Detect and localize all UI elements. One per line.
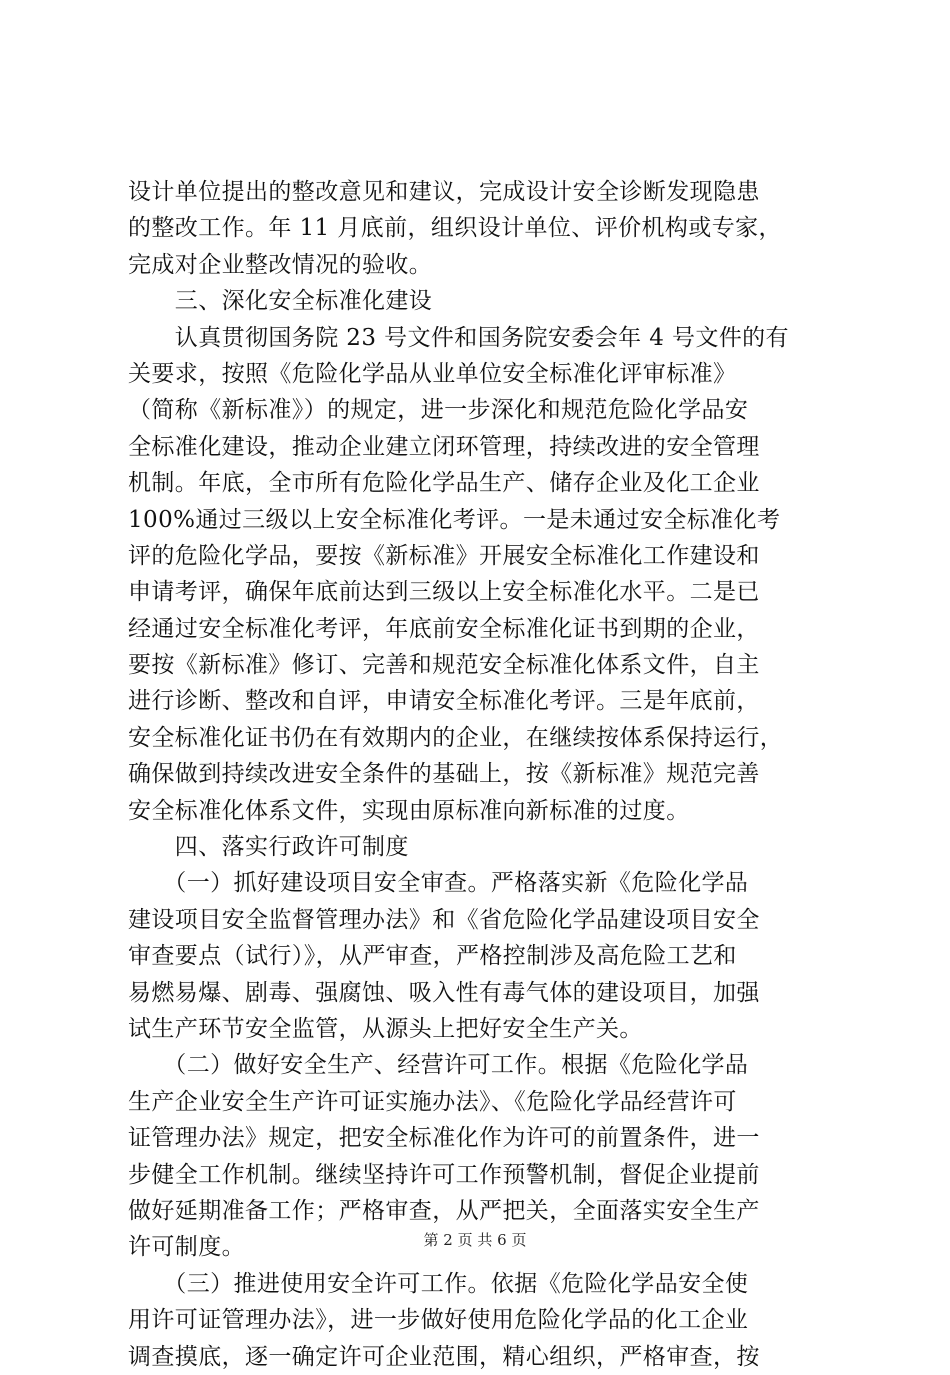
- text-line: 确保做到持续改进安全条件的基础上，按《新标准》规范完善: [128, 761, 760, 788]
- document-body: [128, 174, 834, 1375]
- text-line: 安全标准化体系文件，实现由原标准向新标准的过度。: [128, 797, 690, 824]
- text-line: 认真贯彻国务院 23 号文件和国务院安委会年 4 号文件的有: [128, 324, 789, 351]
- text-line: 四、落实行政许可制度: [128, 834, 409, 861]
- text-line: 做好延期准备工作；严格审查，从严把关，全面落实安全生产: [128, 1197, 760, 1224]
- text-line: 许可制度。: [128, 1234, 245, 1261]
- text-line: 完成对企业整改情况的验收。: [128, 251, 433, 278]
- text-line: 安全标准化证书仍在有效期内的企业，在继续按体系保持运行，: [128, 724, 784, 751]
- text-line: 证管理办法》规定，把安全标准化作为许可的前置条件，进一: [128, 1125, 760, 1152]
- text-line: 设计单位提出的整改意见和建议，完成设计安全诊断发现隐患: [128, 179, 760, 205]
- text-line: 三、深化安全标准化建设: [128, 288, 433, 315]
- text-line: 进行诊断、整改和自评，申请安全标准化考评。三是年底前，: [128, 688, 760, 715]
- text-line: 用许可证管理办法》，进一步做好使用危险化学品的化工企业: [128, 1307, 749, 1334]
- text-line: （简称《新标准》）的规定，进一步深化和规范危险化学品安: [128, 397, 749, 424]
- text-line: 经通过安全标准化考评，年底前安全标准化证书到期的企业，: [128, 615, 760, 642]
- text-line: 易燃易爆、剧毒、强腐蚀、吸入性有毒气体的建设项目，加强: [128, 979, 760, 1006]
- text-line: 全标准化建设，推动企业建立闭环管理，持续改进的安全管理: [128, 433, 760, 460]
- text-line: 建设项目安全监督管理办法》和《省危险化学品建设项目安全: [128, 906, 760, 933]
- page-footer: 第 2 页 共 6 页: [423, 1231, 527, 1249]
- text-line: （一）抓好建设项目安全审查。严格落实新《危险化学品: [128, 870, 749, 897]
- text-line: 评的危险化学品，要按《新标准》开展安全标准化工作建设和: [128, 542, 760, 569]
- text-line: 调查摸底，逐一确定许可企业范围，精心组织，严格审查，按: [128, 1343, 760, 1370]
- text-line: （二）做好安全生产、经营许可工作。根据《危险化学品: [128, 1052, 749, 1079]
- text-line: 100%通过三级以上安全标准化考评。一是未通过安全标准化考: [128, 506, 781, 533]
- text-line: （三）推进使用安全许可工作。依据《危险化学品安全使: [128, 1270, 749, 1297]
- text-line: 机制。年底，全市所有危险化学品生产、储存企业及化工企业: [128, 470, 760, 497]
- text-line: 试生产环节安全监管，从源头上把好安全生产关。: [128, 1015, 643, 1042]
- text-line: 要按《新标准》修订、完善和规范安全标准化体系文件，自主: [128, 652, 760, 679]
- text-line: 步健全工作机制。继续坚持许可工作预警机制，督促企业提前: [128, 1161, 760, 1188]
- text-line: 申请考评，确保年底前达到三级以上安全标准化水平。二是已: [128, 579, 760, 606]
- text-line: 生产企业安全生产许可证实施办法》、《危险化学品经营许可: [128, 1088, 737, 1115]
- text-line: 关要求，按照《危险化学品从业单位安全标准化评审标准》: [128, 360, 737, 387]
- text-line: 审查要点（试行）》，从严审查，严格控制涉及高危险工艺和: [128, 943, 737, 970]
- text-line: 的整改工作。年 11 月底前，组织设计单位、评价机构或专家，: [128, 215, 782, 242]
